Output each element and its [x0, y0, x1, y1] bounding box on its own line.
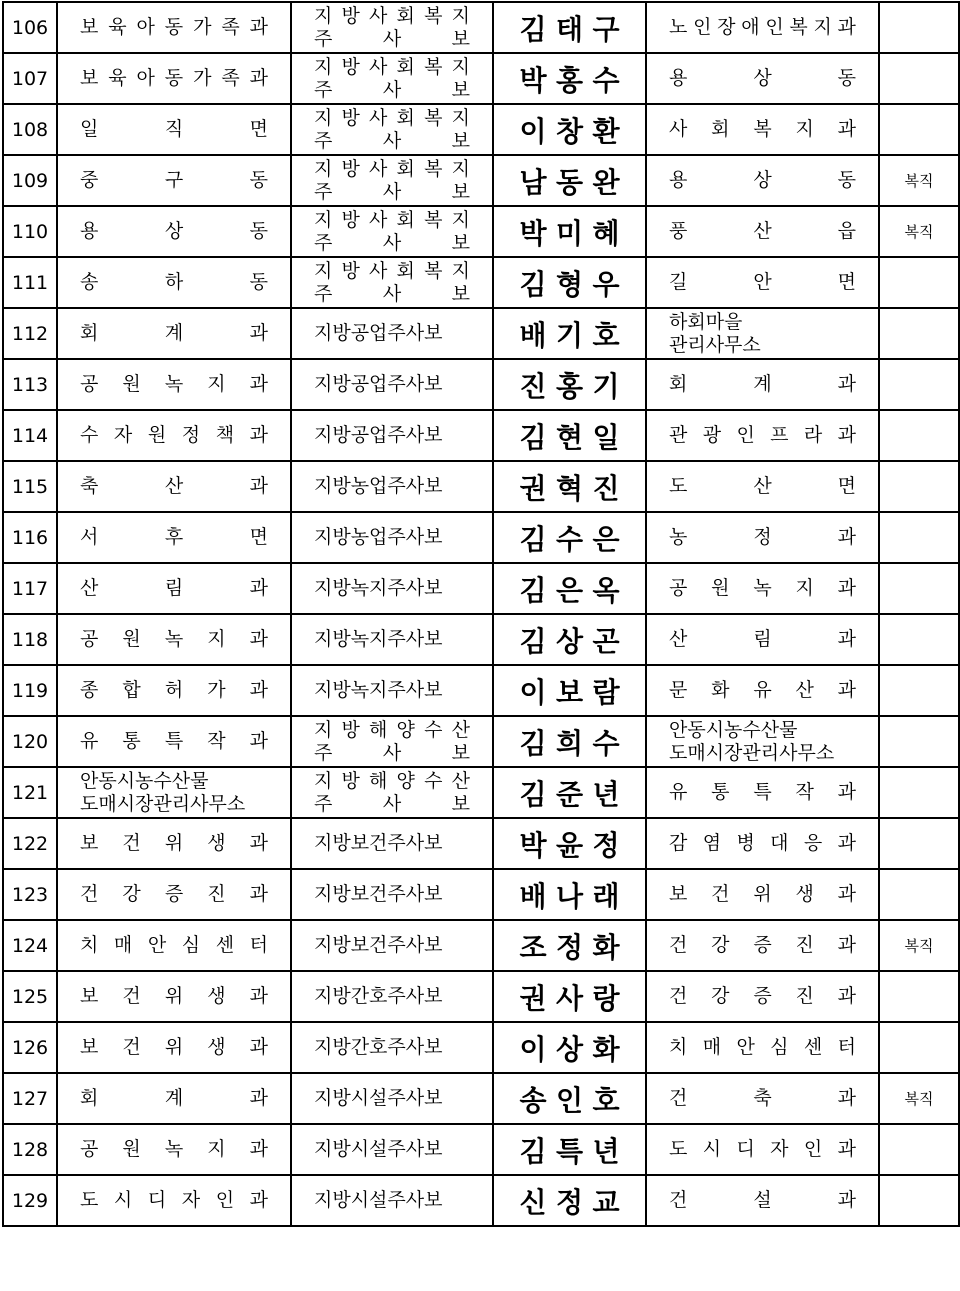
- row-number: 129: [3, 1175, 57, 1226]
- person-name: [493, 563, 646, 614]
- to-department-text: 건 축 과: [669, 1087, 856, 1109]
- from-department: [57, 206, 291, 257]
- person-name: [493, 512, 646, 563]
- from-department: [57, 665, 291, 716]
- table-row: [3, 920, 959, 971]
- rank-title: [291, 359, 493, 410]
- table-row: [3, 1175, 959, 1226]
- person-name: [493, 971, 646, 1022]
- person-name-text: 김 수 은: [519, 522, 620, 556]
- note-badge: [879, 563, 959, 614]
- to-department: [646, 971, 879, 1022]
- note-badge: [879, 410, 959, 461]
- rank-title-line: 지 방 사 회 복 지: [314, 259, 470, 282]
- from-department: [57, 359, 291, 410]
- rank-title: [291, 155, 493, 206]
- to-department: [646, 104, 879, 155]
- person-name: [493, 920, 646, 971]
- row-number: 125: [3, 971, 57, 1022]
- row-number: 127: [3, 1073, 57, 1124]
- to-department-text: 회 계 과: [669, 373, 856, 395]
- to-department: [646, 1124, 879, 1175]
- rank-title-line: 주 사 보: [314, 180, 470, 203]
- rank-title-line: 지방시설주사보: [314, 1189, 443, 1211]
- from-department-text: 송 하 동: [80, 271, 268, 293]
- row-number: 122: [3, 818, 57, 869]
- note-badge: [879, 104, 959, 155]
- row-number: 116: [3, 512, 57, 563]
- from-department-text: 보 육 아 동 가 족 과: [80, 67, 268, 89]
- note-badge: [879, 971, 959, 1022]
- from-department-text: 일 직 면: [80, 118, 268, 140]
- note-badge: [879, 614, 959, 665]
- row-number: 117: [3, 563, 57, 614]
- to-department: [646, 155, 879, 206]
- row-number: 109: [3, 155, 57, 206]
- from-department: [57, 461, 291, 512]
- from-department: [57, 767, 291, 818]
- person-name: [493, 206, 646, 257]
- to-department-text: 보 건 위 생 과: [669, 883, 856, 905]
- rank-title: [291, 2, 493, 53]
- from-department-line: 도매시장관리사무소: [80, 792, 246, 815]
- to-department: [646, 461, 879, 512]
- to-department: [646, 767, 879, 818]
- note-badge: [879, 818, 959, 869]
- to-department-line: 도매시장관리사무소: [669, 741, 835, 764]
- person-name: [493, 359, 646, 410]
- from-department: [57, 512, 291, 563]
- person-name-text: 권 사 랑: [519, 981, 620, 1015]
- note-badge: [879, 512, 959, 563]
- personnel-table: [2, 1, 960, 1227]
- rank-title: [291, 869, 493, 920]
- to-department: [646, 869, 879, 920]
- person-name: [493, 869, 646, 920]
- from-department: [57, 257, 291, 308]
- table-row: [3, 53, 959, 104]
- rank-title-line: 지방농업주사보: [314, 475, 443, 497]
- from-department: [57, 1175, 291, 1226]
- to-department-text: 용 상 동: [669, 169, 856, 191]
- from-department-text: 유 통 특 작 과: [80, 730, 268, 752]
- person-name: [493, 1073, 646, 1124]
- rank-title-line: 지방농업주사보: [314, 526, 443, 548]
- person-name: [493, 53, 646, 104]
- rank-title: [291, 512, 493, 563]
- row-number: 128: [3, 1124, 57, 1175]
- rank-title-line: 지 방 사 회 복 지: [314, 55, 470, 78]
- rank-title-line: 지방간호주사보: [314, 1036, 443, 1058]
- rank-title: [291, 716, 493, 767]
- person-name: [493, 1022, 646, 1073]
- person-name: [493, 2, 646, 53]
- rank-title-line: 지방공업주사보: [314, 424, 443, 446]
- to-department-text: 노 인 장 애 인 복 지 과: [669, 16, 856, 38]
- to-department-text: 건 강 증 진 과: [669, 985, 856, 1007]
- person-name-text: 권 혁 진: [519, 471, 620, 505]
- rank-title-line: 지방시설주사보: [314, 1087, 443, 1109]
- from-department: [57, 1022, 291, 1073]
- to-department-text: 건 강 증 진 과: [669, 934, 856, 956]
- from-department: [57, 971, 291, 1022]
- to-department: [646, 206, 879, 257]
- person-name-text: 이 보 람: [519, 675, 620, 709]
- to-department: [646, 512, 879, 563]
- rank-title: [291, 971, 493, 1022]
- table-row: [3, 563, 959, 614]
- rank-title-line: 지방공업주사보: [314, 373, 443, 395]
- rank-title-line: 지방녹지주사보: [314, 628, 443, 650]
- row-number: 113: [3, 359, 57, 410]
- from-department: [57, 869, 291, 920]
- rank-title: [291, 1124, 493, 1175]
- from-department-text: 서 후 면: [80, 526, 268, 548]
- from-department-text: 공 원 녹 지 과: [80, 373, 268, 395]
- person-name: [493, 257, 646, 308]
- table-row: [3, 869, 959, 920]
- note-badge: 복직: [879, 920, 959, 971]
- to-department: [646, 563, 879, 614]
- table-row: [3, 104, 959, 155]
- to-department: [646, 53, 879, 104]
- row-number: 115: [3, 461, 57, 512]
- person-name-text: 김 형 우: [519, 267, 620, 301]
- to-department-text: 산 림 과: [669, 628, 856, 650]
- from-department: [57, 920, 291, 971]
- note-badge: [879, 308, 959, 359]
- from-department: [57, 53, 291, 104]
- person-name-text: 박 윤 정: [519, 828, 620, 862]
- rank-title-line: 지 방 사 회 복 지: [314, 4, 470, 27]
- rank-title-line: 지방녹지주사보: [314, 679, 443, 701]
- to-department-text: 도 시 디 자 인 과: [669, 1138, 856, 1160]
- rank-title-line: 주 사 보: [314, 231, 470, 254]
- person-name: [493, 1124, 646, 1175]
- to-department-text: 문 화 유 산 과: [669, 679, 856, 701]
- from-department: [57, 104, 291, 155]
- rank-title: [291, 308, 493, 359]
- person-name-text: 진 홍 기: [519, 369, 620, 403]
- rank-title-line: 지방간호주사보: [314, 985, 443, 1007]
- person-name: [493, 104, 646, 155]
- to-department: [646, 308, 879, 359]
- from-department-text: 수 자 원 정 책 과: [80, 424, 268, 446]
- row-number: 110: [3, 206, 57, 257]
- row-number: 114: [3, 410, 57, 461]
- to-department-text: 건 설 과: [669, 1189, 856, 1211]
- note-badge: [879, 2, 959, 53]
- rank-title: [291, 1073, 493, 1124]
- person-name-text: 김 태 구: [519, 12, 620, 46]
- to-department: [646, 614, 879, 665]
- row-number: 118: [3, 614, 57, 665]
- to-department-line: 하회마을: [669, 310, 743, 333]
- person-name-text: 배 나 래: [519, 879, 620, 913]
- rank-title-line: 지방공업주사보: [314, 322, 443, 344]
- rank-title-line: 지방녹지주사보: [314, 577, 443, 599]
- table-row: [3, 461, 959, 512]
- from-department: [57, 308, 291, 359]
- person-name: [493, 614, 646, 665]
- to-department: [646, 257, 879, 308]
- to-department-text: 공 원 녹 지 과: [669, 577, 856, 599]
- table-row: [3, 665, 959, 716]
- table-row: [3, 359, 959, 410]
- rank-title: [291, 1022, 493, 1073]
- to-department-text: 관 광 인 프 라 과: [669, 424, 856, 446]
- note-badge: [879, 716, 959, 767]
- note-badge: 복직: [879, 155, 959, 206]
- person-name: [493, 767, 646, 818]
- from-department: [57, 1124, 291, 1175]
- note-badge: [879, 665, 959, 716]
- person-name-text: 이 창 환: [519, 114, 620, 148]
- rank-title-line: 지 방 사 회 복 지: [314, 208, 470, 231]
- from-department: [57, 563, 291, 614]
- table-row: [3, 2, 959, 53]
- table-row: [3, 257, 959, 308]
- from-department: [57, 155, 291, 206]
- person-name-text: 송 인 호: [519, 1083, 620, 1117]
- person-name-text: 김 희 수: [519, 726, 620, 760]
- row-number: 126: [3, 1022, 57, 1073]
- table-row: [3, 1124, 959, 1175]
- note-badge: [879, 257, 959, 308]
- person-name: [493, 461, 646, 512]
- rank-title-line: 지 방 사 회 복 지: [314, 157, 470, 180]
- rank-title-line: 지방보건주사보: [314, 832, 443, 854]
- rank-title: [291, 1175, 493, 1226]
- person-name-text: 김 준 년: [519, 777, 620, 811]
- rank-title: [291, 53, 493, 104]
- from-department: [57, 410, 291, 461]
- to-department: [646, 920, 879, 971]
- rank-title-line: 지방보건주사보: [314, 883, 443, 905]
- rank-title-line: 주 사 보: [314, 27, 470, 50]
- rank-title-line: 지방시설주사보: [314, 1138, 443, 1160]
- to-department: [646, 716, 879, 767]
- note-badge: 복직: [879, 1073, 959, 1124]
- row-number: 106: [3, 2, 57, 53]
- table-row: [3, 206, 959, 257]
- rank-title: [291, 818, 493, 869]
- from-department: [57, 2, 291, 53]
- row-number: 121: [3, 767, 57, 818]
- from-department: [57, 818, 291, 869]
- rank-title: [291, 563, 493, 614]
- table-row: [3, 1022, 959, 1073]
- person-name-text: 배 기 호: [519, 318, 620, 352]
- from-department-text: 치 매 안 심 센 터: [80, 934, 268, 956]
- to-department-text: 농 정 과: [669, 526, 856, 548]
- from-department-text: 산 림 과: [80, 577, 268, 599]
- table-row: [3, 716, 959, 767]
- to-department-text: 풍 산 읍: [669, 220, 856, 242]
- table-row: [3, 818, 959, 869]
- from-department-text: 종 합 허 가 과: [80, 679, 268, 701]
- to-department-text: 치 매 안 심 센 터: [669, 1036, 856, 1058]
- from-department: [57, 1073, 291, 1124]
- personnel-table-body: [3, 2, 959, 1226]
- from-department: [57, 716, 291, 767]
- to-department: [646, 410, 879, 461]
- person-name: [493, 308, 646, 359]
- rank-title: [291, 257, 493, 308]
- from-department-text: 회 계 과: [80, 322, 268, 344]
- person-name-text: 김 특 년: [519, 1134, 620, 1168]
- from-department-line: 안동시농수산물: [80, 769, 209, 792]
- person-name-text: 조 정 화: [519, 930, 620, 964]
- table-row: [3, 512, 959, 563]
- note-badge: [879, 869, 959, 920]
- to-department-text: 사 회 복 지 과: [669, 118, 856, 140]
- to-department: [646, 359, 879, 410]
- row-number: 107: [3, 53, 57, 104]
- rank-title-line: 지 방 해 양 수 산: [314, 769, 470, 792]
- table-row: [3, 410, 959, 461]
- note-badge: [879, 53, 959, 104]
- from-department-text: 보 육 아 동 가 족 과: [80, 16, 268, 38]
- person-name: [493, 410, 646, 461]
- table-row: [3, 155, 959, 206]
- from-department-text: 공 원 녹 지 과: [80, 1138, 268, 1160]
- person-name: [493, 665, 646, 716]
- person-name-text: 김 상 곤: [519, 624, 620, 658]
- note-badge: [879, 767, 959, 818]
- to-department: [646, 1175, 879, 1226]
- table-row: [3, 308, 959, 359]
- rank-title-line: 주 사 보: [314, 282, 470, 305]
- rank-title-line: 지 방 해 양 수 산: [314, 718, 470, 741]
- from-department-text: 용 상 동: [80, 220, 268, 242]
- to-department: [646, 2, 879, 53]
- person-name-text: 남 동 완: [519, 165, 620, 199]
- row-number: 108: [3, 104, 57, 155]
- from-department-text: 보 건 위 생 과: [80, 832, 268, 854]
- person-name-text: 이 상 화: [519, 1032, 620, 1066]
- to-department-text: 길 안 면: [669, 271, 856, 293]
- from-department-text: 건 강 증 진 과: [80, 883, 268, 905]
- person-name: [493, 1175, 646, 1226]
- to-department-text: 용 상 동: [669, 67, 856, 89]
- person-name-text: 김 은 옥: [519, 573, 620, 607]
- person-name: [493, 716, 646, 767]
- rank-title-line: 주 사 보: [314, 78, 470, 101]
- rank-title: [291, 206, 493, 257]
- to-department-line: 관리사무소: [669, 333, 761, 356]
- rank-title: [291, 665, 493, 716]
- table-row: [3, 971, 959, 1022]
- from-department-text: 도 시 디 자 인 과: [80, 1189, 268, 1211]
- to-department-line: 안동시농수산물: [669, 718, 798, 741]
- rank-title: [291, 410, 493, 461]
- to-department-text: 유 통 특 작 과: [669, 781, 856, 803]
- note-badge: [879, 1175, 959, 1226]
- to-department: [646, 1073, 879, 1124]
- rank-title-line: 주 사 보: [314, 792, 470, 815]
- from-department-text: 보 건 위 생 과: [80, 1036, 268, 1058]
- row-number: 123: [3, 869, 57, 920]
- to-department: [646, 818, 879, 869]
- rank-title-line: 주 사 보: [314, 129, 470, 152]
- note-badge: [879, 1022, 959, 1073]
- table-row: [3, 767, 959, 818]
- row-number: 112: [3, 308, 57, 359]
- note-badge: [879, 359, 959, 410]
- from-department-text: 회 계 과: [80, 1087, 268, 1109]
- rank-title-line: 지 방 사 회 복 지: [314, 106, 470, 129]
- from-department-text: 중 구 동: [80, 169, 268, 191]
- rank-title: [291, 461, 493, 512]
- rank-title: [291, 767, 493, 818]
- row-number: 111: [3, 257, 57, 308]
- table-row: [3, 1073, 959, 1124]
- note-badge: [879, 1124, 959, 1175]
- from-department: [57, 614, 291, 665]
- to-department: [646, 1022, 879, 1073]
- row-number: 120: [3, 716, 57, 767]
- rank-title: [291, 614, 493, 665]
- from-department-text: 축 산 과: [80, 475, 268, 497]
- to-department-text: 도 산 면: [669, 475, 856, 497]
- from-department-text: 공 원 녹 지 과: [80, 628, 268, 650]
- to-department-text: 감 염 병 대 응 과: [669, 832, 856, 854]
- rank-title: [291, 104, 493, 155]
- note-badge: 복직: [879, 206, 959, 257]
- row-number: 124: [3, 920, 57, 971]
- person-name-text: 신 정 교: [519, 1185, 620, 1219]
- row-number: 119: [3, 665, 57, 716]
- person-name: [493, 155, 646, 206]
- rank-title-line: 지방보건주사보: [314, 934, 443, 956]
- person-name-text: 박 미 혜: [519, 216, 620, 250]
- person-name-text: 박 홍 수: [519, 63, 620, 97]
- rank-title: [291, 920, 493, 971]
- note-badge: [879, 461, 959, 512]
- rank-title-line: 주 사 보: [314, 741, 470, 764]
- from-department-text: 보 건 위 생 과: [80, 985, 268, 1007]
- person-name: [493, 818, 646, 869]
- person-name-text: 김 현 일: [519, 420, 620, 454]
- table-row: [3, 614, 959, 665]
- to-department: [646, 665, 879, 716]
